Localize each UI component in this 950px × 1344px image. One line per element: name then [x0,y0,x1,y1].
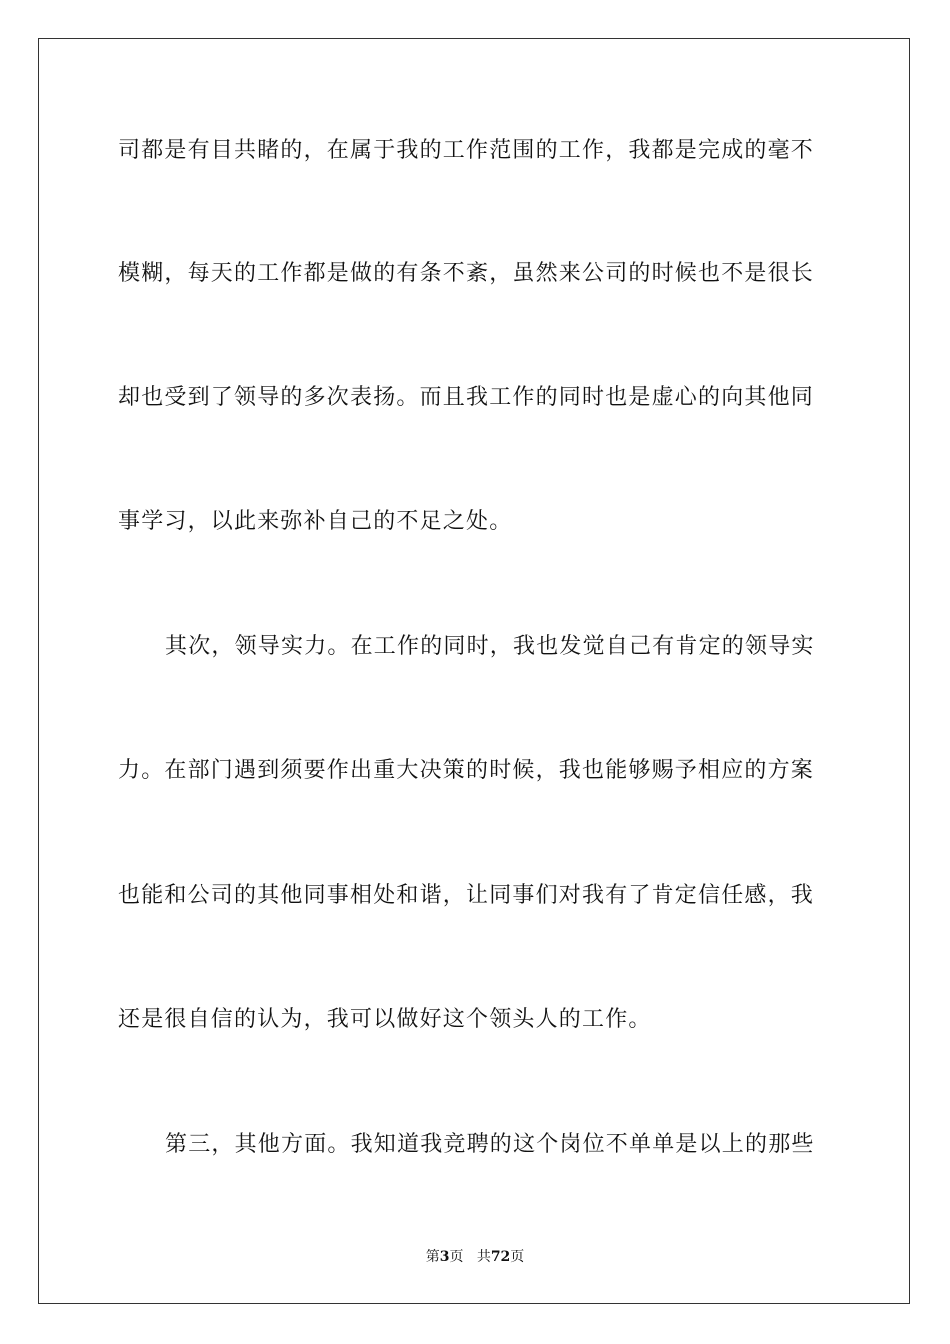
page-frame [38,38,910,1304]
footer-page-number: 3 [439,1249,450,1265]
body-line-7: 也能和公司的其他同事相处和谐，让同事们对我有了肯定信任感，我 [118,883,815,908]
body-line-9: 第三，其他方面。我知道我竞聘的这个岗位不单单是以上的那些 [165,1132,815,1157]
body-line-2: 模糊，每天的工作都是做的有条不紊，虽然来公司的时候也不是很长 [118,261,815,286]
footer-total-pages: 72 [490,1249,511,1265]
footer-total-prefix: 共 [476,1249,491,1265]
body-line-6: 力。在部门遇到须要作出重大决策的时候，我也能够赐予相应的方案 [118,758,815,783]
body-line-5: 其次，领导实力。在工作的同时，我也发觉自己有肯定的领导实 [165,634,815,659]
body-line-3: 却也受到了领导的多次表扬。而且我工作的同时也是虚心的向其他同 [118,385,815,410]
footer-page-prefix: 第 [425,1249,440,1265]
body-line-1: 司都是有目共睹的，在属于我的工作范围的工作，我都是完成的毫不 [118,138,815,163]
page-footer [0,1248,950,1266]
body-line-4: 事学习，以此来弥补自己的不足之处。 [118,509,513,534]
footer-total-suffix: 页 [510,1249,525,1265]
body-line-8: 还是很自信的认为，我可以做好这个领头人的工作。 [118,1007,652,1032]
footer-page-suffix: 页 [449,1249,464,1265]
